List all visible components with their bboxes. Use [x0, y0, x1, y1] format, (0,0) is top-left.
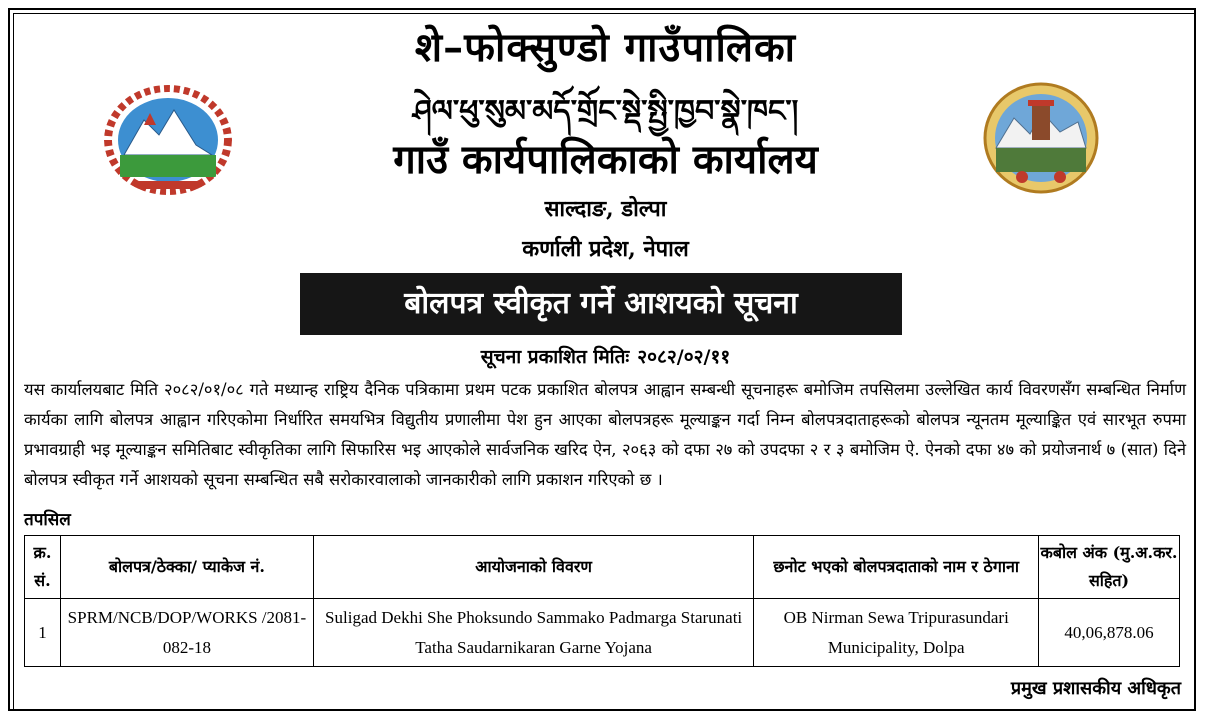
header-sn: क्र. सं. — [25, 536, 61, 599]
header-bidder: छनोट भएको बोलपत्रदाताको नाम र ठेगाना — [754, 536, 1039, 599]
table-row — [25, 599, 1180, 667]
address-line-1: साल्दाङ, डोल्पा — [544, 196, 667, 222]
tibetan-title: ཤེལ་ཕུ་སུམ་མདོ་གྲོང་སྡེ་སྤྱི་ཁྱབ་སྣེ་ཁང་། — [412, 94, 799, 129]
cell-package: SPRM/NCB/DOP/WORKS /2081-082-18 — [60, 599, 313, 667]
header-project: आयोजनाको विवरण — [313, 536, 753, 599]
cell-project: Suligad Dekhi She Phoksundo Sammako Padmarga Starunati Tatha Saudarnikaran Garne Yojana — [313, 599, 753, 667]
cell-sn: 1 — [25, 599, 61, 667]
address-line-2: कर्णाली प्रदेश, नेपाल — [522, 236, 689, 262]
signatory: प्रमुख प्रशासकीय अधिकृत — [1010, 678, 1181, 699]
schedule-label: तपसिल — [24, 510, 71, 530]
notice-paragraph: यस कार्यालयबाट मिति २०८२/०१/०८ गते मध्यान्ह राष्ट्रिय दैनिक पत्रिकामा प्रथम पटक प्रकाशित बोलपत्र आह्वान सम्बन्धी सूचनाहरू बमोजिम तपसिलमा उल्लेखित कार्य विवरणसँग सम्बन्धित निर्माण कार्यका लागि बोलपत्र आह्वान गरिएकोमा निर्धारित समयभित्र विद्युतीय प्रणालीमा पेश हुन आएका बोलपत्रहरू मूल्याङ्कन गर्दा निम्न बोलपत्रदाताहरूको बोलपत्र न्यूनतम मूल्याङ्कित एवं सारभूत रुपमा प्रभावग्राही भइ मूल्याङ्कन समितिबाट स्वीकृतिका लागि सिफारिस भइ आएकोले सार्वजनिक खरिद ऐन, २०६३ को दफा २७ को उपदफा २ र ३ बमोजिम ऐ. ऐनको दफा ४७ को प्रयोजनार्थ ७ (सात) दिने बोलपत्र स्वीकृत गर्ने आशयको सूचना सम्बन्धित सबै सरोकारवालाको जानकारीको लागि प्रकाशन गरिएको छ । — [24, 380, 1186, 489]
cell-bidder: OB Nirman Sewa Tripurasundari Municipality, Dolpa — [754, 599, 1039, 667]
publication-date-label: सूचना प्रकाशित मितिः — [480, 346, 630, 368]
office-title: गाउँ कार्यपालिकाको कार्यालय — [393, 136, 818, 183]
award-table — [24, 535, 1180, 667]
publication-date-value: २०८२/०२/११ — [637, 346, 731, 368]
notice-banner: बोलपत्र स्वीकृत गर्ने आशयको सूचना — [300, 273, 902, 335]
header-package: बोलपत्र/ठेक्का/ प्याकेज नं. — [60, 536, 313, 599]
municipality-title: शे–फोक्सुण्डो गाउँपालिका — [414, 24, 797, 71]
header-amount: कबोल अंक (मु.अ.कर. सहित) — [1039, 536, 1180, 599]
cell-amount: 40,06,878.06 — [1039, 599, 1180, 667]
table-header-row — [25, 536, 1180, 599]
publication-date — [0, 343, 1211, 369]
